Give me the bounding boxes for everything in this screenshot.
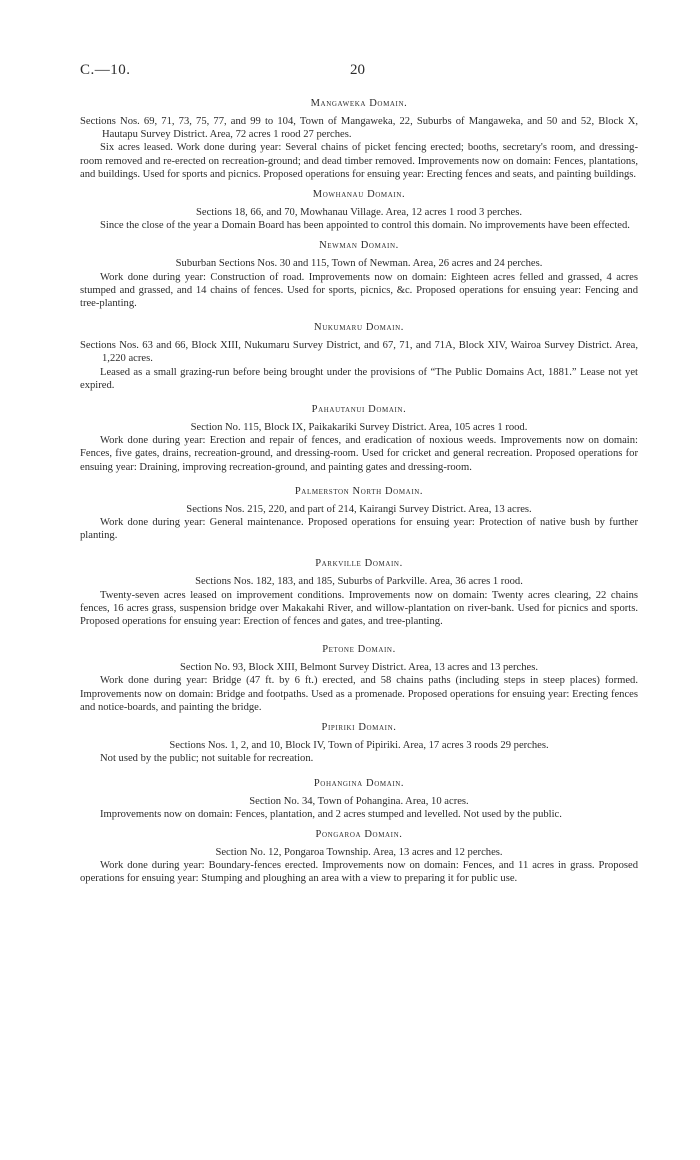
section-description: Section No. 34, Town of Pohangina. Area, 10 acres. bbox=[249, 795, 469, 807]
section-paragraph: Work done during year: Construction of road. Improvements now on domain: Eighteen acres felled and grassed, 4 acres stumped and grassed, and 14 chains of fences. Used for sports, picnics, &c. Proposed operations for ensuing year: Fencing and tree-planting. bbox=[80, 271, 638, 310]
section-title: Petone Domain. bbox=[322, 644, 396, 656]
section-description: Sections Nos. 1, 2, and 10, Block IV, Town of Pipiriki. Area, 17 acres 3 roods 29 perches. bbox=[169, 740, 549, 752]
section-title: Nukumaru Domain. bbox=[314, 322, 404, 334]
section-petone-domain bbox=[80, 643, 638, 714]
section-title: Mangaweka Domain. bbox=[310, 98, 408, 109]
section-title: Parkville Domain. bbox=[315, 558, 403, 570]
section-title: Pahautanui Domain. bbox=[311, 404, 407, 416]
page-number: 20 bbox=[350, 62, 365, 78]
section-paragraph: Six acres leased. Work done during year: Several chains of picket fencing erected; booths, secretary's room, and dressing-room removed and re-erected on recreation-ground; and dead timber removed. Improvements now on domain: Fences, plantations, and buildings. Used for sports and picnics. Proposed operations for ensuing year: Erecting fences and seats, and painting buildings. bbox=[80, 142, 638, 180]
section-paragraph: Since the close of the year a Domain Board has been appointed to control this domain. No improvements have been effected. bbox=[100, 220, 630, 232]
running-header bbox=[80, 62, 638, 84]
section-nukumaru-domain bbox=[80, 321, 638, 392]
section-paragraph: Work done during year: Boundary-fences erected. Improvements now on domain: Fences, and 11 acres in grass. Proposed operations for ensuing year: Stumping and ploughing an area with a view to preparing it for public use. bbox=[80, 860, 638, 885]
section-description: Sections Nos. 215, 220, and part of 214, Kairangi Survey District. Area, 13 acres. bbox=[186, 503, 532, 515]
section-paragraph: Improvements now on domain: Fences, plantation, and 2 acres stumped and levelled. Not used by the public. bbox=[100, 808, 562, 820]
section-title: Pohangina Domain. bbox=[313, 777, 405, 789]
section-parkville-domain bbox=[80, 557, 638, 628]
document-reference: C.—10. bbox=[80, 62, 131, 78]
section-paragraph: Twenty-seven acres leased on improvement conditions. Improvements now on domain: Twenty acres clearing, 22 chains fences, 16 acres grass, suspension bridge over Makakahi River, and willow-plantation on river-bank. Used for picnics and sports. Proposed operations for ensuing year: Erection of fences and gates, and tree-planting. bbox=[80, 589, 638, 628]
section-title: Mowhanau Domain. bbox=[312, 189, 406, 201]
section-paragraph: Not used by the public; not suitable for recreation. bbox=[100, 753, 314, 765]
section-description: Suburban Sections Nos. 30 and 115, Town of Newman. Area, 26 acres and 24 perches. bbox=[175, 258, 543, 270]
section-title: Pipiriki Domain. bbox=[321, 722, 397, 734]
section-description: Sections Nos. 69, 71, 73, 75, 77, and 99 to 104, Town of Mangaweka, 22, Suburbs of Mangaweka, and 50 and 52, Block X, Hautapu Survey District. Area, 72 acres 1 rood 27 perches. bbox=[80, 116, 638, 141]
section-title: Pongaroa Domain. bbox=[315, 828, 403, 840]
section-description: Section No. 12, Pongaroa Township. Area, 13 acres and 12 perches. bbox=[215, 846, 503, 858]
section-pipiriki-domain bbox=[80, 721, 638, 765]
section-mangaweka-domain bbox=[80, 97, 638, 181]
section-title: Newman Domain. bbox=[319, 240, 399, 252]
section-paragraph: Work done during year: Bridge (47 ft. by 6 ft.) erected, and 58 chains paths (including steps in steep places) formed. Improvements now on domain: Bridge and footpaths. Used as a promenade. Proposed operations for ensuing year: Erecting fences and notice-boards, and painting the bridge. bbox=[80, 675, 638, 713]
section-palmerston-north-domain bbox=[80, 485, 638, 543]
section-description: Sections 18, 66, and 70, Mowhanau Village. Area, 12 acres 1 rood 3 perches. bbox=[195, 207, 523, 219]
section-paragraph: Work done during year: Erection and repair of fences, and eradication of noxious weeds. Improvements now on domain: Fences, five gates, drains, recreation-ground, and dressing-room. Used for cricket and general recreation. Proposed operations for ensuing year: Draining, improving recreation-ground, and painting gates and dressing-room. bbox=[80, 435, 638, 473]
section-description: Sections Nos. 182, 183, and 185, Suburbs of Parkville. Area, 36 acres 1 rood. bbox=[195, 576, 523, 588]
section-paragraph: Work done during year: General maintenance. Proposed operations for ensuing year: Protection of native bush by further planting. bbox=[80, 517, 638, 542]
section-description: Section No. 115, Block IX, Paikakariki Survey District. Area, 105 acres 1 rood. bbox=[190, 422, 528, 434]
section-description: Sections Nos. 63 and 66, Block XIII, Nukumaru Survey District, and 67, 71, and 71A, Block XIV, Wairoa Survey District. Area, 1,220 acres. bbox=[80, 340, 638, 365]
section-paragraph: Leased as a small grazing-run before being brought under the provisions of “The Public Domains Act, 1881.” Lease not yet expired. bbox=[80, 366, 638, 391]
section-description: Section No. 93, Block XIII, Belmont Survey District. Area, 13 acres and 13 perches. bbox=[179, 662, 539, 674]
section-pongaroa-domain bbox=[80, 828, 638, 886]
section-mowhanau-domain bbox=[80, 188, 638, 232]
section-newman-domain bbox=[80, 239, 638, 310]
section-pohangina-domain bbox=[80, 777, 638, 821]
section-title: Palmerston North Domain. bbox=[294, 485, 424, 497]
page-body bbox=[80, 97, 638, 892]
section-pahautanui-domain bbox=[80, 403, 638, 474]
